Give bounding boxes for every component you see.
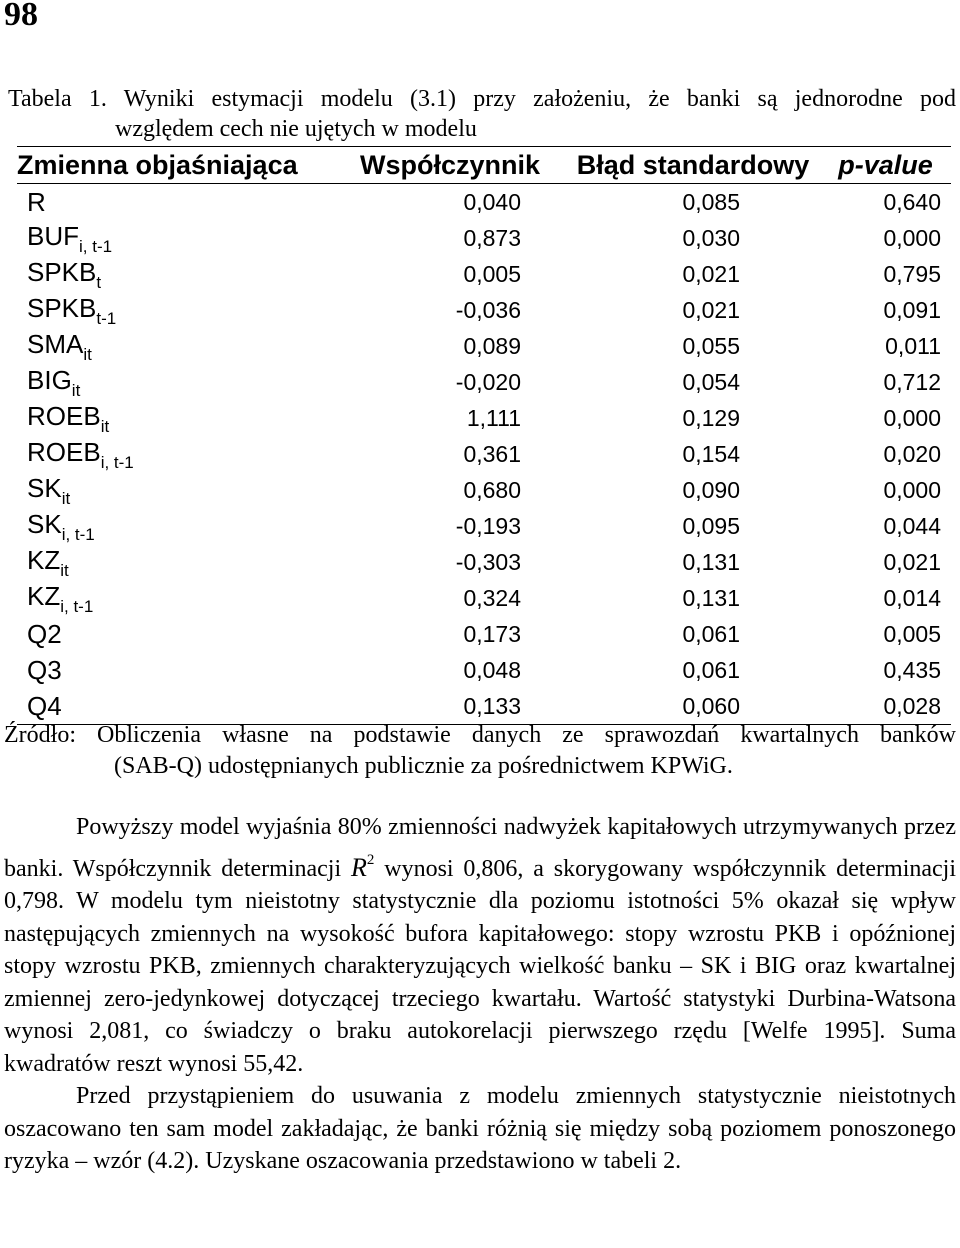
standard-error-cell: 0,154: [682, 441, 740, 467]
paragraph-1-part-2: wynosi 0,806, a skorygowany współczynnik determinacji 0,798. W modelu tym nieistotny statystycznie dla poziomu istotności 5% okazał się wpływ następujących zmiennych na wysokość bufora kapitałowego: stopy wzrostu PKB i opóźnionej stopy wzrostu PKB, zmiennych charakteryzujących wielkość banku – SK i BIG oraz kwartalnej zmiennej zero-jedynkowej dotyczącej trzeciego kwartału. Wartość statystyki Durbina-Watsona wynosi 2,081, co świadczy o braku autokorelacji pierwszego rzędu [Welfe 1995]. Suma kwadratów reszt wynosi 55,42.: [4, 855, 957, 1077]
standard-error-cell: 0,054: [682, 369, 740, 395]
coefficient-cell: 0,680: [463, 477, 521, 503]
p-value-cell: 0,000: [883, 225, 941, 251]
variable-symbol: SMA: [27, 329, 84, 359]
table-row: [17, 580, 951, 616]
variable-name: [17, 616, 334, 652]
table-caption: [8, 84, 956, 144]
variable-name: [17, 292, 334, 328]
variable-name: [17, 220, 334, 256]
variable-subscript: i, t-1: [100, 453, 134, 472]
variable-name: [17, 364, 334, 400]
variable-symbol: SK: [27, 509, 62, 539]
table-row: [17, 400, 951, 436]
caption-line-1: Tabela 1. Wyniki estymacji modelu (3.1) przy założeniu, że banki są jednorodne pod: [8, 86, 956, 112]
p-value-cell: 0,005: [883, 621, 941, 647]
p-value-cell: 0,000: [883, 405, 941, 431]
coefficient-cell: 0,873: [463, 225, 521, 251]
standard-error-cell: 0,095: [682, 513, 740, 539]
coefficient-cell: -0,036: [455, 297, 521, 323]
coefficient-cell: 0,005: [463, 261, 521, 287]
caption-line-2: względem cech nie ujętych w modelu: [115, 116, 477, 142]
standard-error-cell: 0,061: [682, 621, 740, 647]
r-squared-exponent: 2: [366, 851, 375, 868]
p-value-cell: 0,044: [883, 513, 941, 539]
variable-subscript: it: [71, 381, 81, 400]
variable-symbol: Q3: [27, 655, 62, 685]
variable-symbol: R: [27, 187, 46, 217]
table-row: [17, 256, 951, 292]
table-row: [17, 328, 951, 364]
variable-subscript: it: [60, 561, 69, 580]
table-row: [17, 472, 951, 508]
r-squared-formula: [351, 853, 374, 882]
body-text: [4, 811, 956, 1178]
table-row: [17, 436, 951, 472]
paragraph-1-part-1: Powyższy model wyjaśnia 80% zmienności nadwyżek kapitałowych utrzymywanych przez banki. Współczynnik determinacji: [4, 814, 956, 882]
variable-subscript: it: [100, 417, 110, 436]
variable-name: [17, 508, 334, 544]
variable-name: [17, 544, 334, 580]
table-row: [17, 616, 951, 652]
source-line-2: (SAB-Q) udostępnianych publicznie za pośrednictwem KPWiG.: [114, 753, 733, 779]
standard-error-cell: 0,085: [682, 189, 740, 215]
variable-symbol: ROEB: [27, 437, 101, 467]
variable-name: [17, 400, 334, 436]
variable-name: [17, 472, 334, 508]
source-line-1: Źródło: Obliczenia własne na podstawie danych ze sprawozdań kwartalnych banków: [4, 722, 956, 748]
table-row: [17, 508, 951, 544]
table-row: [17, 292, 951, 328]
coefficient-cell: 0,324: [463, 585, 521, 611]
header-variable: Zmienna objaśniająca: [17, 150, 298, 180]
p-value-cell: 0,091: [883, 297, 941, 323]
header-p-value: p-value: [838, 150, 933, 180]
variable-symbol: KZ: [27, 545, 61, 575]
p-value-cell: 0,640: [883, 189, 941, 215]
header-standard-error: Błąd standardowy: [576, 150, 810, 180]
table-row: [17, 364, 951, 400]
table-row: [17, 184, 951, 221]
p-value-cell: 0,011: [885, 333, 941, 359]
standard-error-cell: 0,060: [682, 693, 740, 719]
variable-name: [17, 184, 334, 221]
variable-subscript: it: [61, 489, 71, 508]
variable-symbol: ROEB: [27, 401, 101, 431]
p-value-cell: 0,020: [883, 441, 941, 467]
coefficient-cell: -0,193: [455, 513, 521, 539]
variable-symbol: KZ: [27, 581, 61, 611]
page-number: 98: [4, 0, 38, 33]
standard-error-cell: 0,131: [682, 585, 740, 611]
coefficient-cell: 0,089: [463, 333, 521, 359]
r-squared-symbol: R: [351, 852, 367, 882]
paragraph-1: [4, 811, 956, 1080]
variable-symbol: SPKB: [27, 293, 97, 323]
standard-error-cell: 0,021: [682, 297, 740, 323]
p-value-cell: 0,435: [883, 657, 941, 683]
p-value-cell: 0,712: [883, 369, 941, 395]
variable-symbol: SK: [27, 473, 62, 503]
variable-name: [17, 652, 334, 688]
variable-symbol: BIG: [27, 365, 72, 395]
coefficient-cell: 0,173: [463, 621, 521, 647]
coefficient-cell: 0,048: [463, 657, 521, 683]
standard-error-cell: 0,021: [682, 261, 740, 287]
variable-subscript: i, t-1: [61, 525, 95, 544]
variable-symbol: Q2: [27, 619, 62, 649]
standard-error-cell: 0,055: [682, 333, 740, 359]
variable-symbol: Q4: [27, 691, 62, 721]
variable-name: [17, 256, 334, 292]
variable-subscript: i, t-1: [79, 237, 113, 256]
table-source-note: [4, 720, 956, 782]
standard-error-cell: 0,129: [682, 405, 740, 431]
p-value-cell: 0,021: [883, 549, 941, 575]
coefficient-cell: 0,133: [463, 693, 521, 719]
p-value-cell: 0,000: [883, 477, 941, 503]
p-value-cell: 0,028: [883, 693, 941, 719]
variable-subscript: it: [83, 345, 92, 364]
coefficient-cell: 1,111: [466, 405, 521, 431]
variable-name: [17, 436, 334, 472]
p-value-cell: 0,014: [883, 585, 941, 611]
coefficient-cell: -0,303: [455, 549, 521, 575]
variable-symbol: BUF: [27, 221, 79, 251]
table-row: [17, 220, 951, 256]
standard-error-cell: 0,030: [682, 225, 740, 251]
paragraph-2: Przed przystąpieniem do usuwania z modelu zmiennych statystycznie nieistotnych oszacowano ten sam model zakładając, że banki różnią się między sobą poziomem ponoszonego ryzyka – wzór (4.2). Uzyskane oszacowania przedstawiono w tabeli 2.: [4, 1083, 956, 1174]
table-row: [17, 652, 951, 688]
variable-name: [17, 328, 334, 364]
coefficient-cell: -0,020: [455, 369, 521, 395]
variable-subscript: t-1: [96, 309, 117, 328]
coefficient-cell: 0,361: [463, 441, 521, 467]
variable-subscript: t: [96, 273, 102, 292]
table-row: [17, 544, 951, 580]
coefficient-cell: 0,040: [463, 189, 521, 215]
table-header-row: [17, 147, 951, 184]
variable-symbol: SPKB: [27, 257, 97, 287]
standard-error-cell: 0,131: [682, 549, 740, 575]
variable-name: [17, 580, 334, 616]
standard-error-cell: 0,061: [682, 657, 740, 683]
standard-error-cell: 0,090: [682, 477, 740, 503]
results-table: [17, 146, 951, 725]
header-coefficient: Współczynnik: [359, 150, 541, 180]
p-value-cell: 0,795: [883, 261, 941, 287]
variable-subscript: i, t-1: [60, 597, 94, 616]
